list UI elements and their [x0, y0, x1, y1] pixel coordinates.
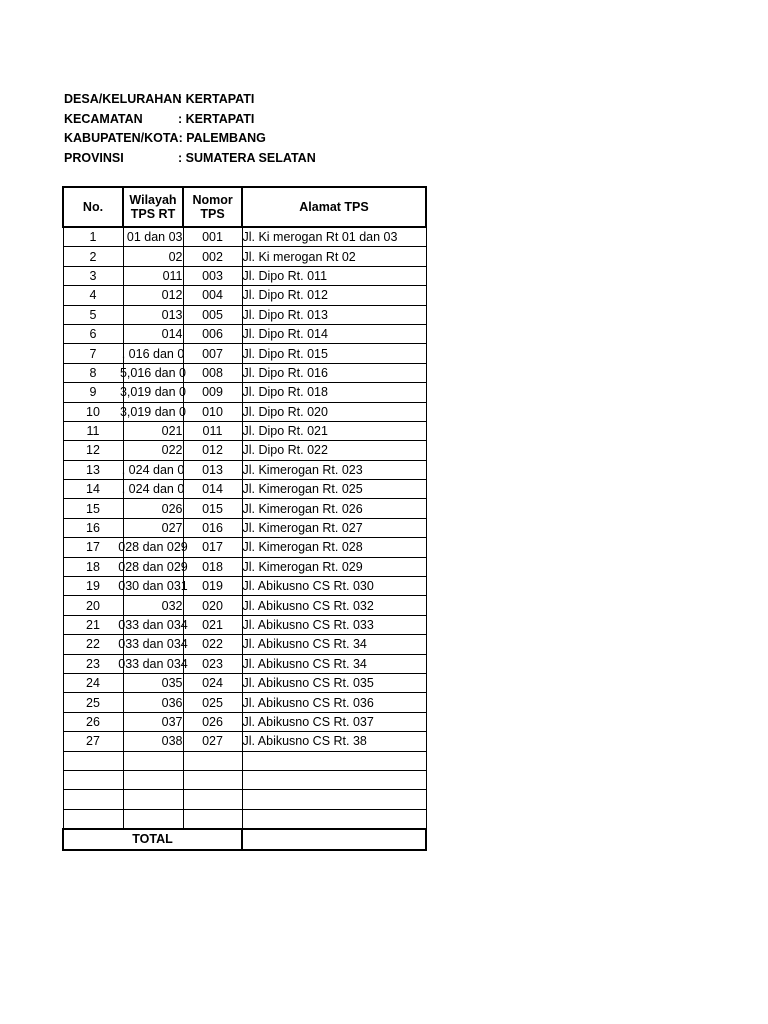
cell-alamat: Jl. Dipo Rt. 015	[242, 344, 426, 363]
cell-wilayah	[123, 344, 183, 363]
cell-wilayah-text: 011	[162, 268, 183, 283]
cell-wilayah	[123, 673, 183, 692]
column-header-wilayah	[123, 187, 183, 227]
cell-no: 21	[63, 615, 123, 634]
cell-nomor: 005	[183, 305, 242, 324]
cell-wilayah	[123, 732, 183, 751]
cell-wilayah	[119, 402, 187, 421]
cell-nomor: 017	[183, 538, 242, 557]
cell-no: 15	[63, 499, 123, 518]
cell-alamat: Jl. Abikusno CS Rt. 34	[242, 635, 426, 654]
empty-row	[63, 790, 426, 809]
empty-cell	[63, 790, 123, 809]
cell-wilayah	[123, 460, 183, 479]
table-row	[63, 673, 426, 692]
cell-wilayah-text: 022	[161, 443, 183, 458]
cell-alamat: Jl. Dipo Rt. 012	[242, 286, 426, 305]
info-value: : PALEMBANG	[178, 131, 266, 145]
cell-alamat: Jl. Kimerogan Rt. 028	[242, 538, 426, 557]
empty-cell	[123, 770, 183, 789]
info-key: DESA/KELURAHAN	[64, 92, 182, 106]
info-row-desa	[64, 90, 316, 110]
cell-wilayah-text: 01 dan 03	[126, 230, 183, 245]
cell-no: 3	[63, 266, 123, 285]
cell-nomor: 006	[183, 324, 242, 343]
column-header-alamat: Alamat TPS	[242, 187, 426, 227]
cell-no: 24	[63, 673, 123, 692]
cell-nomor: 024	[183, 673, 242, 692]
cell-alamat: Jl. Abikusno CS Rt. 032	[242, 596, 426, 615]
cell-alamat: Jl. Abikusno CS Rt. 035	[242, 673, 426, 692]
table-row	[63, 654, 426, 673]
cell-nomor: 014	[183, 480, 242, 499]
cell-alamat: Jl. Dipo Rt. 018	[242, 383, 426, 402]
cell-wilayah-text: 5,016 dan 0	[119, 365, 187, 380]
cell-wilayah	[118, 615, 188, 634]
table-row	[63, 363, 426, 382]
cell-nomor: 021	[183, 615, 242, 634]
cell-wilayah-text: 014	[161, 327, 183, 342]
cell-wilayah	[123, 518, 183, 537]
cell-wilayah-text: 3,019 dan 0	[119, 385, 187, 400]
cell-nomor: 016	[183, 518, 242, 537]
cell-no: 2	[63, 247, 123, 266]
cell-alamat: Jl. Kimerogan Rt. 025	[242, 480, 426, 499]
cell-wilayah-text: 037	[161, 714, 183, 729]
cell-no: 7	[63, 344, 123, 363]
cell-alamat: Jl. Abikusno CS Rt. 34	[242, 654, 426, 673]
table-row	[63, 402, 426, 421]
cell-wilayah	[119, 383, 187, 402]
cell-nomor: 011	[183, 421, 242, 440]
cell-alamat: Jl. Dipo Rt. 011	[242, 266, 426, 285]
column-header-nomor-label: Nomor TPS	[192, 193, 233, 221]
cell-wilayah-text: 02	[168, 249, 183, 264]
cell-no: 8	[63, 363, 123, 382]
cell-wilayah-text: 013	[161, 307, 183, 322]
cell-no: 5	[63, 305, 123, 324]
cell-wilayah-text: 028 dan 029	[118, 540, 188, 555]
empty-row	[63, 751, 426, 770]
table-row	[63, 480, 426, 499]
empty-row	[63, 770, 426, 789]
cell-no: 13	[63, 460, 123, 479]
cell-nomor: 025	[183, 693, 242, 712]
empty-cell	[123, 809, 183, 829]
column-header-nomor	[183, 187, 242, 227]
table-row	[63, 596, 426, 615]
cell-wilayah-text: , 024 dan 0	[121, 482, 185, 497]
cell-alamat: Jl. Dipo Rt. 013	[242, 305, 426, 324]
cell-wilayah-text: 028 dan 029	[118, 559, 188, 574]
cell-wilayah	[123, 324, 183, 343]
cell-wilayah-text: 033 dan 034	[118, 656, 188, 671]
table-row	[63, 732, 426, 751]
empty-row	[63, 809, 426, 829]
cell-no: 9	[63, 383, 123, 402]
cell-nomor: 018	[183, 557, 242, 576]
cell-no: 14	[63, 480, 123, 499]
cell-no: 18	[63, 557, 123, 576]
total-value	[242, 829, 426, 849]
cell-alamat: Jl. Dipo Rt. 021	[242, 421, 426, 440]
cell-alamat: Jl. Kimerogan Rt. 027	[242, 518, 426, 537]
empty-cell	[242, 770, 426, 789]
table-row	[63, 286, 426, 305]
cell-wilayah-text: 3,019 dan 0	[119, 404, 187, 419]
cell-wilayah	[118, 635, 188, 654]
info-key: KECAMATAN	[64, 111, 143, 126]
cell-no: 17	[63, 538, 123, 557]
cell-nomor: 001	[183, 227, 242, 247]
cell-wilayah-text: 030 dan 031	[118, 579, 188, 594]
table-row	[63, 227, 426, 247]
table-row	[63, 421, 426, 440]
cell-wilayah	[118, 538, 188, 557]
cell-wilayah	[123, 421, 183, 440]
table-header-row	[63, 187, 426, 227]
cell-no: 4	[63, 286, 123, 305]
cell-wilayah-text: 033 dan 034	[118, 637, 188, 652]
table-body	[63, 227, 426, 850]
cell-no: 22	[63, 635, 123, 654]
cell-wilayah	[123, 480, 183, 499]
cell-wilayah-text: 036	[161, 695, 183, 710]
cell-alamat: Jl. Dipo Rt. 020	[242, 402, 426, 421]
cell-wilayah	[123, 499, 183, 518]
cell-no: 12	[63, 441, 123, 460]
cell-wilayah	[118, 557, 188, 576]
column-header-no: No.	[63, 187, 123, 227]
table-row	[63, 499, 426, 518]
cell-alamat: Jl. Kimerogan Rt. 026	[242, 499, 426, 518]
empty-cell	[242, 790, 426, 809]
table-row	[63, 324, 426, 343]
table-row	[63, 577, 426, 596]
cell-nomor: 023	[183, 654, 242, 673]
cell-no: 16	[63, 518, 123, 537]
table-row	[63, 518, 426, 537]
cell-alamat: Jl. Kimerogan Rt. 023	[242, 460, 426, 479]
info-row-provinsi	[64, 149, 316, 169]
info-value: : KERTAPATI	[178, 111, 255, 126]
cell-nomor: 004	[183, 286, 242, 305]
cell-nomor: 020	[183, 596, 242, 615]
cell-nomor: 003	[183, 266, 242, 285]
cell-alamat: Jl. Abikusno CS Rt. 037	[242, 712, 426, 731]
cell-wilayah	[123, 596, 183, 615]
cell-no: 19	[63, 577, 123, 596]
cell-nomor: 015	[183, 499, 242, 518]
table-row	[63, 383, 426, 402]
cell-wilayah-text: 035	[161, 676, 183, 691]
table-row	[63, 266, 426, 285]
cell-wilayah-text: 026	[161, 501, 183, 516]
table-row	[63, 305, 426, 324]
cell-alamat: Jl. Ki merogan Rt 01 dan 03	[242, 227, 426, 247]
table-row	[63, 460, 426, 479]
cell-wilayah	[118, 577, 188, 596]
cell-wilayah-text: , 016 dan 0	[121, 346, 185, 361]
cell-wilayah	[123, 227, 183, 247]
cell-nomor: 007	[183, 344, 242, 363]
info-value: : KERTAPATI	[178, 92, 255, 106]
cell-nomor: 027	[183, 732, 242, 751]
cell-nomor: 013	[183, 460, 242, 479]
cell-alamat: Jl. Dipo Rt. 022	[242, 441, 426, 460]
info-row-kabupaten	[64, 129, 316, 149]
cell-wilayah-text: , 024 dan 0	[121, 462, 185, 477]
cell-alamat: Jl. Abikusno CS Rt. 38	[242, 732, 426, 751]
table-row	[63, 247, 426, 266]
total-row	[63, 829, 426, 849]
empty-cell	[123, 751, 183, 770]
cell-no: 26	[63, 712, 123, 731]
cell-wilayah	[123, 266, 183, 285]
empty-cell	[63, 770, 123, 789]
cell-no: 23	[63, 654, 123, 673]
cell-nomor: 022	[183, 635, 242, 654]
empty-cell	[183, 770, 242, 789]
cell-no: 6	[63, 324, 123, 343]
column-header-wilayah-label: Wilayah TPS RT	[129, 193, 177, 221]
cell-nomor: 010	[183, 402, 242, 421]
cell-wilayah	[123, 247, 183, 266]
cell-wilayah-text: 032	[161, 598, 183, 613]
location-info	[64, 90, 316, 168]
table-row	[63, 538, 426, 557]
info-row-kecamatan	[64, 110, 316, 130]
cell-alamat: Jl. Dipo Rt. 016	[242, 363, 426, 382]
cell-wilayah-text: 033 dan 034	[118, 618, 188, 632]
cell-wilayah	[123, 693, 183, 712]
empty-cell	[63, 809, 123, 829]
table-row	[63, 712, 426, 731]
cell-wilayah	[123, 712, 183, 731]
cell-no: 1	[63, 227, 123, 247]
cell-nomor: 019	[183, 577, 242, 596]
cell-nomor: 002	[183, 247, 242, 266]
cell-wilayah	[123, 286, 183, 305]
cell-no: 20	[63, 596, 123, 615]
cell-no: 10	[63, 402, 123, 421]
tps-table	[62, 186, 427, 851]
cell-alamat: Jl. Kimerogan Rt. 029	[242, 557, 426, 576]
cell-wilayah-text: 038	[161, 734, 183, 749]
cell-wilayah-text: 021	[161, 424, 183, 439]
cell-wilayah	[123, 441, 183, 460]
empty-cell	[63, 751, 123, 770]
empty-cell	[123, 790, 183, 809]
empty-cell	[242, 809, 426, 829]
cell-alamat: Jl. Abikusno CS Rt. 036	[242, 693, 426, 712]
cell-alamat: Jl. Abikusno CS Rt. 030	[242, 577, 426, 596]
cell-nomor: 009	[183, 383, 242, 402]
cell-nomor: 008	[183, 363, 242, 382]
info-value: : SUMATERA SELATAN	[178, 150, 316, 165]
cell-wilayah	[123, 305, 183, 324]
table-row	[63, 441, 426, 460]
cell-nomor: 012	[183, 441, 242, 460]
cell-no: 27	[63, 732, 123, 751]
table-row	[63, 344, 426, 363]
table-row	[63, 635, 426, 654]
total-label: TOTAL	[63, 829, 242, 849]
table-row	[63, 693, 426, 712]
cell-no: 11	[63, 421, 123, 440]
info-key: PROVINSI	[64, 150, 124, 165]
cell-wilayah	[118, 654, 188, 673]
cell-wilayah	[119, 363, 187, 382]
cell-no: 25	[63, 693, 123, 712]
info-key: KABUPATEN/KOTA	[64, 131, 179, 145]
cell-wilayah-text: 027	[161, 521, 183, 536]
table-row	[63, 615, 426, 634]
cell-alamat: Jl. Abikusno CS Rt. 033	[242, 615, 426, 634]
cell-nomor: 026	[183, 712, 242, 731]
empty-cell	[242, 751, 426, 770]
empty-cell	[183, 751, 242, 770]
table-row	[63, 557, 426, 576]
cell-wilayah-text: 012	[161, 288, 183, 303]
empty-cell	[183, 790, 242, 809]
empty-cell	[183, 809, 242, 829]
cell-alamat: Jl. Dipo Rt. 014	[242, 324, 426, 343]
cell-alamat: Jl. Ki merogan Rt 02	[242, 247, 426, 266]
